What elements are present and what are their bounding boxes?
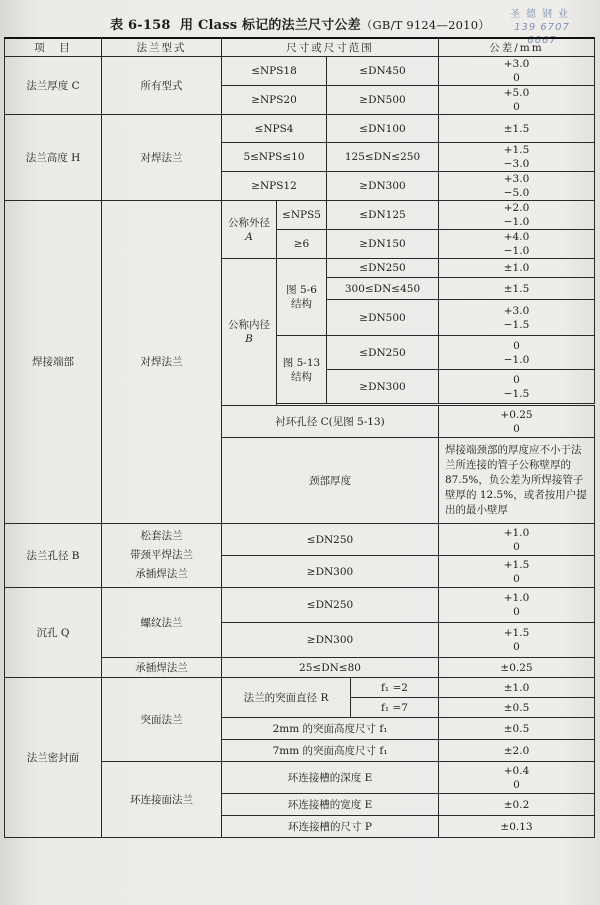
range-nps: ≤NPS5 (277, 201, 327, 230)
range-nps: ≤NPS18 (222, 57, 327, 86)
header-row (5, 38, 595, 57)
tolerance: ±1.5 (439, 278, 595, 300)
item-sealing-face: 法兰密封面 (5, 678, 102, 838)
tolerance: +3.0 0 (439, 57, 595, 86)
type-bore: 松套法兰 带颈平焊法兰 承插焊法兰 (102, 524, 222, 588)
range-dn: ≤DN450 (327, 57, 439, 86)
tolerance: +1.0 0 (439, 588, 595, 623)
table-row (5, 588, 595, 623)
range-nps: ≤NPS4 (222, 115, 327, 143)
range-nps: ≥NPS12 (222, 172, 327, 201)
tolerance: +2.0 −1.0 (439, 201, 595, 230)
tolerance: +3.0 −5.0 (439, 172, 595, 201)
header-range: 尺寸或尺寸范围 (222, 38, 439, 57)
type-raised-face: 突面法兰 (102, 678, 222, 762)
header-item: 项 目 (5, 38, 102, 57)
ring-bore: 衬环孔径 C(见图 5-13) (222, 406, 439, 438)
tolerance: ±2.0 (439, 740, 595, 762)
tolerance: ±0.5 (439, 698, 595, 718)
type-socket-weld: 承插焊法兰 (102, 658, 222, 678)
range-dn: ≤DN250 (222, 524, 439, 556)
range-nps: ≥6 (277, 230, 327, 259)
range-dn: ≤DN250 (327, 259, 439, 278)
tolerance: ±0.13 (439, 816, 595, 838)
range-dn: ≤DN250 (222, 588, 439, 623)
table-row (5, 678, 595, 698)
neck-thickness: 颈部厚度 (222, 438, 439, 524)
tolerance: +4.0 −1.0 (439, 230, 595, 259)
tolerance: +5.0 0 (439, 86, 595, 115)
od-label: 公称外径 A (222, 201, 277, 259)
item-thickness: 法兰厚度 C (5, 57, 102, 115)
item-bore: 法兰孔径 B (5, 524, 102, 588)
table-row (5, 57, 595, 86)
tolerance: +3.0 −1.5 (439, 300, 595, 336)
range-dn: ≥DN150 (327, 230, 439, 259)
range-dn: ≥DN300 (222, 623, 439, 658)
range-dn: 300≤DN≤450 (327, 278, 439, 300)
tolerance: ±0.5 (439, 718, 595, 740)
table-row (5, 524, 595, 556)
caption-standard: （GB/T 9124—2010） (360, 18, 490, 32)
raised-face-diameter: 法兰的突面直径 R (222, 678, 351, 718)
tolerance: ±1.0 (439, 259, 595, 278)
header-tol: 公差/mm (439, 38, 595, 57)
tolerance: 0 −1.0 (439, 336, 595, 370)
range-dn: ≤DN125 (327, 201, 439, 230)
tolerance: +1.5 −3.0 (439, 143, 595, 172)
header-type: 法兰型式 (102, 38, 222, 57)
type-all: 所有型式 (102, 57, 222, 115)
item-weld-end: 焊接端部 (5, 201, 102, 524)
range-dn: ≥DN300 (327, 370, 439, 404)
tolerance: ±0.2 (439, 794, 595, 816)
ring-groove-width: 环连接槽的宽度 E (222, 794, 439, 816)
raised-face-height-7mm: 7mm 的突面高度尺寸 f₁ (222, 740, 439, 762)
ring-groove-depth: 环连接槽的深度 E (222, 762, 439, 794)
raised-face-height-2mm: 2mm 的突面高度尺寸 f₁ (222, 718, 439, 740)
tolerance: ±1.0 (439, 678, 595, 698)
tolerance: ±0.25 (439, 658, 595, 678)
range-f1: f₁ =7 (351, 698, 439, 718)
table-row (5, 115, 595, 143)
range-dn: 125≤DN≤250 (327, 143, 439, 172)
caption-number: 表 6-158 (110, 18, 171, 33)
range-dn: ≤DN100 (327, 115, 439, 143)
tolerance: +1.0 0 (439, 524, 595, 556)
range-f1: f₁ =2 (351, 678, 439, 698)
tolerance: 0 −1.5 (439, 370, 595, 404)
range-dn: 25≤DN≤80 (222, 658, 439, 678)
type-weld-neck: 对焊法兰 (102, 201, 222, 524)
range-dn: ≥DN300 (327, 172, 439, 201)
range-dn: ≥DN500 (327, 86, 439, 115)
item-height: 法兰高度 H (5, 115, 102, 201)
item-counterbore: 沉孔 Q (5, 588, 102, 678)
structure-5-6: 图 5-6 结构 (277, 259, 327, 336)
tolerance: +1.5 0 (439, 623, 595, 658)
id-label: 公称内径 B (222, 259, 277, 406)
type-ring-joint: 环连接面法兰 (102, 762, 222, 838)
type-weld-neck: 对焊法兰 (102, 115, 222, 201)
range-dn: ≥DN300 (222, 556, 439, 588)
neck-tolerance-note: 焊接端颈部的厚度应不小于法兰所连接的管子公称壁厚的 87.5%，负公差为所焊接管子壁厚的 12.5%，或者按用户提出的最小壁厚 (439, 438, 595, 524)
range-dn: ≤DN250 (327, 336, 439, 370)
range-dn: ≥DN500 (327, 300, 439, 336)
range-nps: 5≤NPS≤10 (222, 143, 327, 172)
structure-5-13: 图 5-13 结构 (277, 336, 327, 404)
watermark-phone: 139 6707 6667 (514, 22, 570, 46)
caption-title: 用 Class 标记的法兰尺寸公差 (180, 18, 361, 33)
range-nps: ≥NPS20 (222, 86, 327, 115)
type-threaded: 螺纹法兰 (102, 588, 222, 658)
tolerance: +1.5 0 (439, 556, 595, 588)
table-row (5, 201, 595, 230)
tolerance: ±1.5 (439, 115, 595, 143)
ring-groove-size: 环连接槽的尺寸 P (222, 816, 439, 838)
tolerance: +0.4 0 (439, 762, 595, 794)
watermark-name: 圣德钢业 (510, 9, 574, 20)
tolerance-table (4, 37, 595, 838)
tolerance: +0.25 0 (439, 406, 595, 438)
